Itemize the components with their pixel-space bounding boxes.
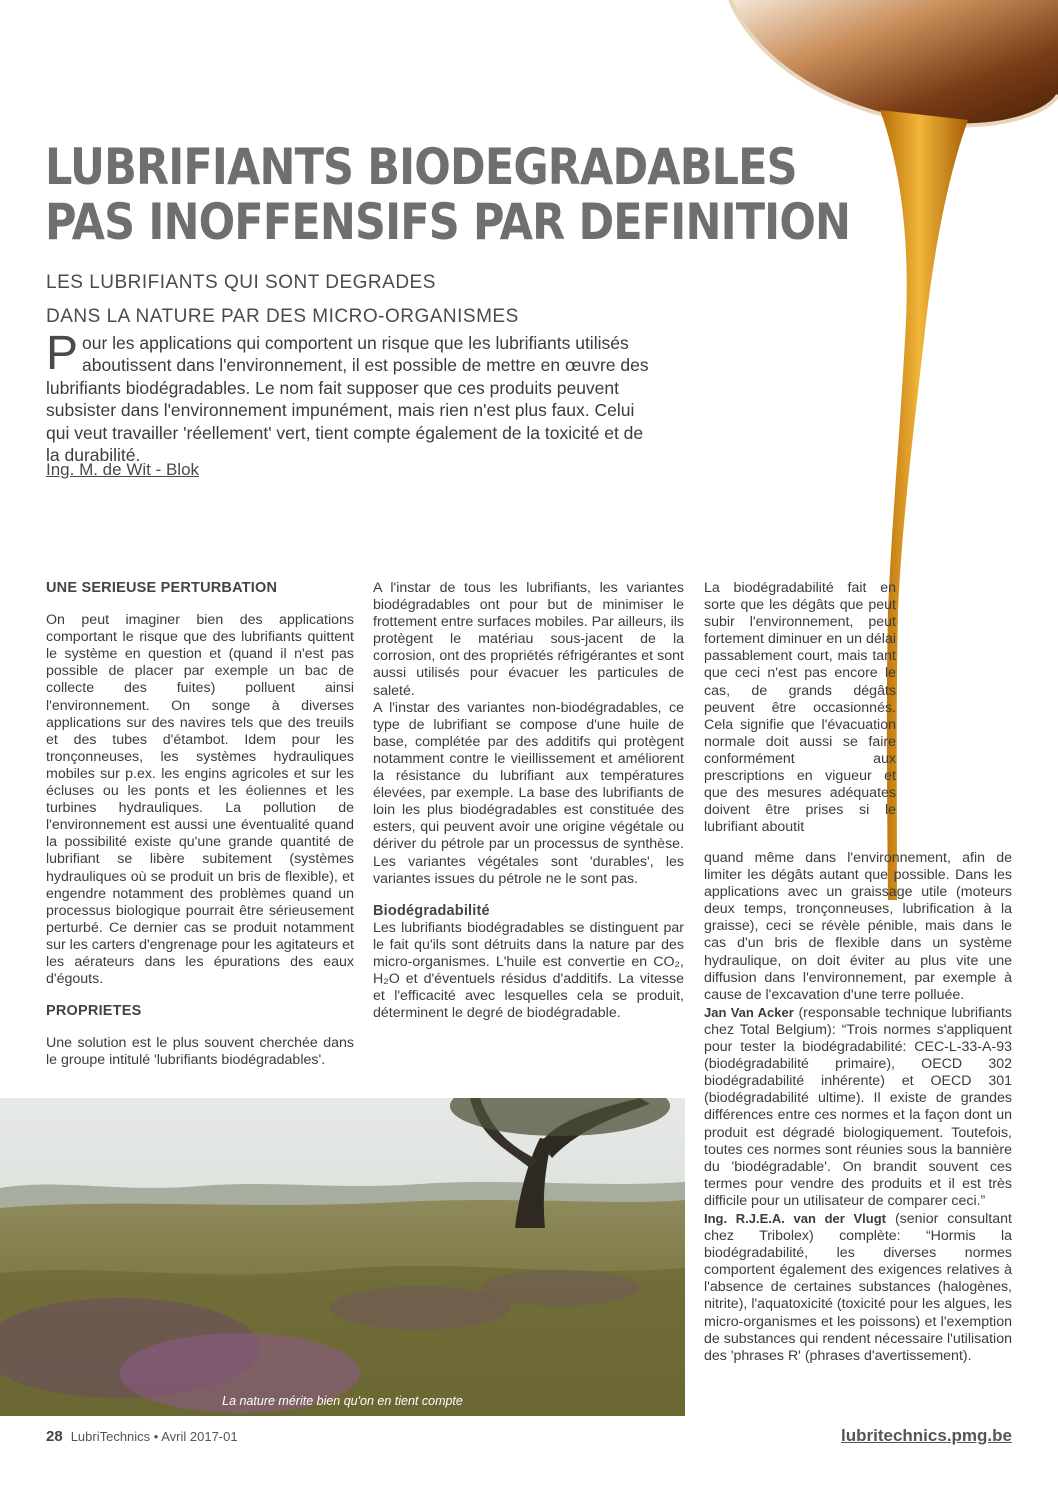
title-line-1: LUBRIFIANTS BIODEGRADABLES [45,138,797,196]
person-name: Jan Van Acker [704,1004,794,1020]
paragraph: A l'instar de tous les lubrifiants, les variantes biodégradables ont pour but de minimiser le frottement entre surfaces mobiles. Par ailleurs, ils protègent le matériau sous-jacent de la corrosion, ont des propriétés réfrigérantes et sont aussi utilisés pour évacuer les particules de saleté. [373,580,684,699]
section-heading-proprietes: PROPRIETES [46,1003,142,1020]
section-heading-perturbation: UNE SERIEUSE PERTURBATION [46,580,278,596]
paragraph: A l'instar des variantes non-biodégradables, ce type de lubrifiant se compose d'une huile de base, complétée par des additifs qui protègent notamment contre le vieillissement et améliorent la résistance du lubrifiant aux températures élevées, par exemple. La base des lubrifiants de loin les plus biodégradables est constituée des esters, qui peuvent avoir une origine végétale ou dériver du pétrole par un processus de synthèse. Les variantes végétales sont 'durables', les variantes issues du pétrole ne le sont pas. [373,699,684,887]
drop-cap: P [46,327,79,380]
person-name: Ing. R.J.E.A. van der Vlugt [704,1210,886,1226]
quote-paragraph-van-acker: Jan Van Acker (responsable technique lubrifiants chez Total Belgium): “Trois normes s'appliquent pour tester la biodégradabilité: CEC-L-33-A-93 (biodégradabilité primaire), OECD 302 biodégradabilité inhérente) et OECD 301 (biodégradabilité ultime). Il existe de grandes différences entre ces normes et la façon dont un produit est dégradé biologiquement. Toutefois, toutes ces normes sont réunies sous la bannière du 'biodégradable'. On brandit souvent ces termes pour vendre des produits et il est très difficile pour un utilisateur de comparer ceci.” [704,1004,1012,1209]
quote-paragraph-van-der-vlugt: Ing. R.J.E.A. van der Vlugt (senior consultant chez Tribolex) complète: “Hormis la biodégradabilité, les diverses normes comportent également des exigences relatives à l'absence de certaines substances (halogènes, nitrite), l'aquatoxicité (toxicité pour les algues, les micro-organismes et les poissons) et l'exemption de substances qui rendent nécessaire l'utilisation des 'phrases R' (phrases d'avertissement). [704,1210,1012,1364]
column-3-narrow [704,580,896,836]
intro-text: our les applications qui comportent un risque que les lubrifiants utilisés aboutissent dans l'environnement, il est possible de mettre en œuvre des lubrifiants biodégradables. Le nom fait supposer que ces produits peuvent subsister dans l'environnement impunément, mais rien n'est plus faux. Celui qui veut travailler 'réellement' vert, tient compte également de la toxicité et de la durabilité. [46,333,649,466]
column-2 [373,580,684,1022]
website-link[interactable]: lubritechnics.pmg.be [841,1426,1012,1445]
column-3-wide [704,850,1012,1365]
paragraph: La biodégradabilité fait en sorte que les dégâts que peut subir l'environnement, peut fortement diminuer en un délai passablement court, mais tant que ceci n'est pas encore le cas, de grands dégâts peuvent être occasionnés. Cela signifie que l'évacuation normale doit aussi se faire conformément aux prescriptions en vigueur et que des mesures adéquates doivent être prises si le lubrifiant aboutit [704,580,896,836]
photo-caption: La nature mérite bien qu'on en tient compte [222,1394,463,1408]
paragraph: On peut imaginer bien des applications comportant le risque que des lubrifiants quittent le système en question et (quand il n'est pas possible de placer par exemple un bac de collecte des fuites) polluent ainsi l'environnement. On songe à diverses applications sur des navires tels que des treuils et des tubes d'étambot. Idem pour les tronçonneuses, les systèmes hydrauliques mobiles sur p.ex. les engins agricoles et sur les écluses ou les ponts et les éoliennes et les turbines hydrauliques. La pollution de l'environnement est aussi une éventualité quand la possibilité existe qu'une grande quantité de lubrifiant se libère subitement (systèmes hydrauliques où se produit un bris de flexible), et engendre notamment des problèmes quand un processus biologique pourrait être sérieusement perturbé. Ce dernier cas se produit notamment sur les carters d'engrenage pour les agitateurs et les aérateurs dans les épurations des eaux d'égouts. [46,612,354,988]
heathland-photo [0,1098,685,1416]
paragraph: quand même dans l'environnement, afin de limiter les dégâts autant que possible. Dans les applications avec un graissage utile (moteurs deux temps, tronçonneuses, lubrification à la graisse), ceci se révèle pénible, mais dans le cas d'un bris de flexible dans un système hydraulique, on doit éviter au plus vite une diffusion dans l'environnement, par exemple à cause de l'excavation d'une terre polluée. [704,850,1012,1003]
subtitle-line-2: DANS LA NATURE PAR DES MICRO-ORGANISMES [46,306,519,327]
paragraph: Les lubrifiants biodégradables se distinguent par le fait qu'ils sont détruits dans la nature par des micro-organismes. L'huile est convertie en CO₂, H₂O et d'éventuels résidus d'additifs. La vitesse et l'efficacité avec lesquelles cela se produit, déterminent le degré de biodégradable. [373,919,684,1022]
section-heading-biodegradabilite: Biodégradabilité [373,902,490,919]
title-line-2: PAS INOFFENSIFS PAR DEFINITION [45,193,851,251]
subtitle-line-1: LES LUBRIFIANTS QUI SONT DEGRADES [46,272,436,293]
footer-left [46,1428,238,1445]
article-title [45,138,851,251]
paragraph: Une solution est le plus souvent cherchée dans le groupe intitulé 'lubrifiants biodégradables'. [46,1035,354,1069]
magazine-issue: LubriTechnics • Avril 2017-01 [70,1429,238,1444]
page-number: 28 [46,1428,63,1445]
author-byline: Ing. M. de Wit - Blok [46,460,200,479]
column-1 [46,580,354,1069]
intro-paragraph [46,327,661,466]
